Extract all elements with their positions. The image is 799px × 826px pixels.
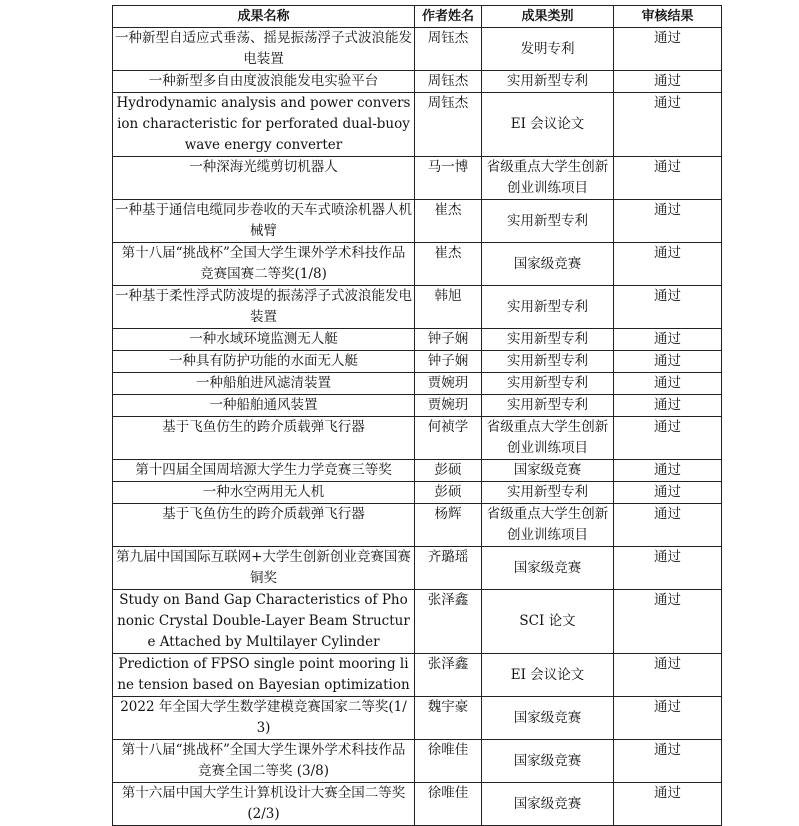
achievement-name: 2022 年全国大学生数学建模竞赛国家二等奖(1/3) bbox=[113, 697, 415, 740]
achievement-name: 第十六届中国大学生计算机设计大赛全国二等奖 (2/3) bbox=[113, 783, 415, 826]
achievement-name: 基于飞鱼仿生的跨介质载弹飞行器 bbox=[113, 504, 415, 547]
review-result: 通过 bbox=[614, 243, 722, 286]
achievement-type: 国家级竞赛 bbox=[482, 697, 614, 740]
achievement-type: 实用新型专利 bbox=[482, 329, 614, 351]
review-result: 通过 bbox=[614, 200, 722, 243]
achievement-name: 一种水域环境监测无人艇 bbox=[113, 329, 415, 351]
table-row bbox=[113, 547, 722, 590]
author-name: 周钰杰 bbox=[415, 71, 482, 93]
achievement-name: 一种具有防护功能的水面无人艇 bbox=[113, 351, 415, 373]
achievement-type: 实用新型专利 bbox=[482, 200, 614, 243]
achievement-name: 一种深海光缆剪切机器人 bbox=[113, 157, 415, 200]
review-result: 通过 bbox=[614, 783, 722, 826]
achievement-type: 省级重点大学生创新创业训练项目 bbox=[482, 157, 614, 200]
review-result: 通过 bbox=[614, 504, 722, 547]
author-name: 贾婉玥 bbox=[415, 373, 482, 395]
review-result: 通过 bbox=[614, 71, 722, 93]
author-name: 周钰杰 bbox=[415, 93, 482, 157]
achievement-name: 一种船舶通风装置 bbox=[113, 395, 415, 417]
achievement-name: 一种水空两用无人机 bbox=[113, 482, 415, 504]
achievement-name: 一种基于柔性浮式防波堤的振荡浮子式波浪能发电装置 bbox=[113, 286, 415, 329]
achievement-name: 第九届中国国际互联网+大学生创新创业竞赛国赛铜奖 bbox=[113, 547, 415, 590]
achievement-type: 省级重点大学生创新创业训练项目 bbox=[482, 504, 614, 547]
header-result: 审核结果 bbox=[614, 6, 722, 28]
achievement-type: 实用新型专利 bbox=[482, 71, 614, 93]
review-result: 通过 bbox=[614, 395, 722, 417]
achievement-type: 实用新型专利 bbox=[482, 395, 614, 417]
achievement-type: 发明专利 bbox=[482, 28, 614, 71]
review-result: 通过 bbox=[614, 482, 722, 504]
achievement-type: 实用新型专利 bbox=[482, 482, 614, 504]
review-result: 通过 bbox=[614, 286, 722, 329]
review-result: 通过 bbox=[614, 740, 722, 783]
table-row bbox=[113, 373, 722, 395]
achievement-name: 一种新型自适应式垂荡、摇晃振荡浮子式波浪能发电装置 bbox=[113, 28, 415, 71]
achievement-name: 一种基于通信电缆同步卷收的天车式喷涂机器人机械臂 bbox=[113, 200, 415, 243]
author-name: 何祯学 bbox=[415, 417, 482, 460]
achievement-type: 国家级竞赛 bbox=[482, 783, 614, 826]
review-result: 通过 bbox=[614, 28, 722, 71]
achievement-name: Study on Band Gap Characteristics of Phononic Crystal Double-Layer Beam Structure Attached by Multilayer Cylinder bbox=[113, 590, 415, 654]
review-result: 通过 bbox=[614, 417, 722, 460]
table-row bbox=[113, 351, 722, 373]
author-name: 彭硕 bbox=[415, 482, 482, 504]
achievement-type: EI 会议论文 bbox=[482, 654, 614, 697]
achievement-type: 实用新型专利 bbox=[482, 351, 614, 373]
table-row bbox=[113, 417, 722, 460]
review-result: 通过 bbox=[614, 93, 722, 157]
achievement-type: 实用新型专利 bbox=[482, 373, 614, 395]
review-result: 通过 bbox=[614, 351, 722, 373]
table-row bbox=[113, 654, 722, 697]
table-row bbox=[113, 697, 722, 740]
achievement-name: Prediction of FPSO single point mooring line tension based on Bayesian optimization bbox=[113, 654, 415, 697]
table-row bbox=[113, 504, 722, 547]
results-table bbox=[112, 5, 722, 826]
author-name: 杨辉 bbox=[415, 504, 482, 547]
table-row bbox=[113, 395, 722, 417]
review-result: 通过 bbox=[614, 373, 722, 395]
achievement-type: SCI 论文 bbox=[482, 590, 614, 654]
author-name: 齐璐瑶 bbox=[415, 547, 482, 590]
author-name: 崔杰 bbox=[415, 243, 482, 286]
review-result: 通过 bbox=[614, 590, 722, 654]
achievement-type: 国家级竞赛 bbox=[482, 547, 614, 590]
achievement-name: 第十八届“挑战杯”全国大学生课外学术科技作品竞赛全国二等奖 (3/8) bbox=[113, 740, 415, 783]
table-row bbox=[113, 590, 722, 654]
review-result: 通过 bbox=[614, 547, 722, 590]
table-row bbox=[113, 93, 722, 157]
review-result: 通过 bbox=[614, 654, 722, 697]
achievement-type: 实用新型专利 bbox=[482, 286, 614, 329]
table-row bbox=[113, 286, 722, 329]
table-row bbox=[113, 28, 722, 71]
header-row bbox=[113, 6, 722, 28]
author-name: 张泽鑫 bbox=[415, 654, 482, 697]
achievement-name: 基于飞鱼仿生的跨介质载弹飞行器 bbox=[113, 417, 415, 460]
author-name: 贾婉玥 bbox=[415, 395, 482, 417]
achievement-name: 第十四届全国周培源大学生力学竞赛三等奖 bbox=[113, 460, 415, 482]
review-result: 通过 bbox=[614, 157, 722, 200]
achievement-type: 省级重点大学生创新创业训练项目 bbox=[482, 417, 614, 460]
header-name: 成果名称 bbox=[113, 6, 415, 28]
achievement-name: 第十八届“挑战杯”全国大学生课外学术科技作品竞赛国赛二等奖(1/8) bbox=[113, 243, 415, 286]
author-name: 钟子娴 bbox=[415, 329, 482, 351]
table-row bbox=[113, 482, 722, 504]
author-name: 徐唯佳 bbox=[415, 740, 482, 783]
table-row bbox=[113, 740, 722, 783]
table-row bbox=[113, 243, 722, 286]
table-row bbox=[113, 329, 722, 351]
review-result: 通过 bbox=[614, 329, 722, 351]
table-row bbox=[113, 460, 722, 482]
review-result: 通过 bbox=[614, 697, 722, 740]
achievement-name: 一种船舶进风滤清装置 bbox=[113, 373, 415, 395]
author-name: 钟子娴 bbox=[415, 351, 482, 373]
achievement-name: 一种新型多自由度波浪能发电实验平台 bbox=[113, 71, 415, 93]
achievement-type: EI 会议论文 bbox=[482, 93, 614, 157]
table-row bbox=[113, 157, 722, 200]
author-name: 张泽鑫 bbox=[415, 590, 482, 654]
achievement-name: Hydrodynamic analysis and power conversion characteristic for perforated dual-buoy wave energy converter bbox=[113, 93, 415, 157]
achievement-type: 国家级竞赛 bbox=[482, 740, 614, 783]
author-name: 彭硕 bbox=[415, 460, 482, 482]
achievement-type: 国家级竞赛 bbox=[482, 460, 614, 482]
author-name: 徐唯佳 bbox=[415, 783, 482, 826]
table-row bbox=[113, 783, 722, 826]
table-row bbox=[113, 200, 722, 243]
header-category: 成果类别 bbox=[482, 6, 614, 28]
review-result: 通过 bbox=[614, 460, 722, 482]
author-name: 马一博 bbox=[415, 157, 482, 200]
author-name: 崔杰 bbox=[415, 200, 482, 243]
table-row bbox=[113, 71, 722, 93]
author-name: 周钰杰 bbox=[415, 28, 482, 71]
achievement-type: 国家级竞赛 bbox=[482, 243, 614, 286]
author-name: 韩旭 bbox=[415, 286, 482, 329]
header-author: 作者姓名 bbox=[415, 6, 482, 28]
author-name: 魏宇豪 bbox=[415, 697, 482, 740]
